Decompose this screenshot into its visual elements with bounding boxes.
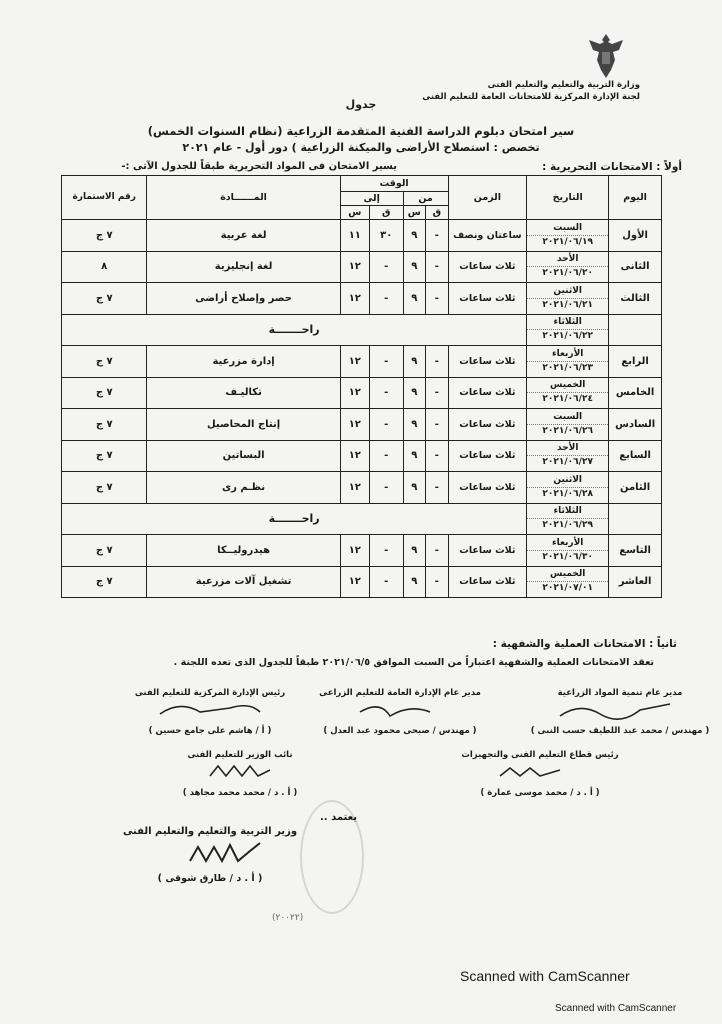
duration-cell: ثلاث ساعات [448, 535, 527, 567]
from-hour-cell: ٩ [403, 566, 425, 598]
subject-cell: البساتين [147, 440, 340, 472]
to-minute-cell: - [369, 251, 403, 283]
signature-title: رئيس الإدارة المركزية للتعليم الفنى [134, 688, 286, 698]
section2-label: ثانياً : الامتحانات العملية والشفهية : [492, 638, 677, 650]
date-cell [527, 566, 609, 598]
to-hour-cell: ١٢ [340, 251, 369, 283]
day-cell: الرابع [609, 346, 662, 378]
to-hour-cell: ١١ [340, 220, 369, 252]
table-row [62, 346, 662, 378]
rest-cell: راحـــــــة [62, 314, 527, 346]
date-value: ٢٠٢١/٠٦/٣٠ [527, 550, 608, 564]
table-row [62, 251, 662, 283]
header-day: اليوم [609, 176, 662, 220]
day-name: الأربعاء [551, 537, 584, 548]
day-name: الاثنين [553, 285, 582, 296]
from-hour-cell: ٩ [403, 409, 425, 441]
minister-title: وزير التربية والتعليم والتعليم الفنى [122, 826, 298, 837]
day-name: الأحد [556, 254, 579, 265]
date-value: ٢٠٢١/٠٦/٢١ [527, 298, 608, 312]
day-cell: الأول [609, 220, 662, 252]
duration-cell: ساعتان ونصف [448, 220, 527, 252]
to-hour-cell: ١٢ [340, 566, 369, 598]
scanner-watermark: Scanned with CamScanner [460, 968, 630, 984]
to-minute-cell: - [369, 472, 403, 504]
table-row [62, 566, 662, 598]
day-name: الخميس [550, 569, 586, 580]
ministry-line2: لجنة الإدارة المركزية للامتحانات العامة للتعليم الفنى [422, 92, 640, 102]
to-minute-cell: - [369, 377, 403, 409]
table-row [62, 377, 662, 409]
signature-block-3 [110, 688, 310, 736]
header-date: التاريخ [527, 176, 609, 220]
header-form: رقم الاستمارة [62, 176, 147, 220]
from-hour-cell: ٩ [403, 251, 425, 283]
section1-text: يسير الامتحان فى المواد التحريرية طبقاً للجدول الآتى :- [121, 161, 397, 172]
from-minute-cell: - [426, 535, 448, 567]
day-cell [609, 314, 662, 346]
table-row [62, 535, 662, 567]
date-value: ٢٠٢١/٠٦/٢٤ [527, 392, 608, 406]
date-cell [527, 346, 609, 378]
duration-cell: ثلاث ساعات [448, 409, 527, 441]
exam-schedule-table [61, 175, 662, 598]
handwritten-signature [110, 698, 310, 722]
form-number-cell: ٧ ج [62, 409, 147, 441]
subject-cell: نظـم رى [147, 472, 340, 504]
form-number-cell: ٧ ج [62, 440, 147, 472]
from-hour-cell: ٩ [403, 440, 425, 472]
doc-title-small: جدول [345, 98, 377, 111]
date-cell [527, 440, 609, 472]
date-value: ٢٠٢١/٠٧/٠١ [527, 581, 608, 595]
day-cell: السادس [609, 409, 662, 441]
to-minute-cell: - [369, 409, 403, 441]
to-minute-cell: - [369, 566, 403, 598]
day-name: الاثنين [553, 474, 582, 485]
to-minute-cell: - [369, 440, 403, 472]
date-cell [527, 535, 609, 567]
form-number-cell: ٧ ج [62, 220, 147, 252]
from-minute-cell: - [426, 409, 448, 441]
date-cell [527, 503, 609, 535]
from-hour-cell: ٩ [403, 283, 425, 315]
date-value: ٢٠٢١/٠٦/٢٢ [527, 329, 608, 343]
day-cell [609, 503, 662, 535]
day-cell: الثانى [609, 251, 662, 283]
signature-block-4 [440, 750, 640, 798]
date-cell [527, 472, 609, 504]
from-hour-cell: ٩ [403, 220, 425, 252]
day-name: الثلاثاء [553, 317, 582, 328]
signature-title: مدير عام الإدارة العامة للتعليم الزراعى [319, 688, 481, 698]
form-number-cell: ٧ ج [62, 535, 147, 567]
duration-cell: ثلاث ساعات [448, 566, 527, 598]
date-cell [527, 409, 609, 441]
to-hour-cell: ١٢ [340, 440, 369, 472]
subject-cell: إنتاج المحاصيل [147, 409, 340, 441]
signature-title: مدير عام تنمية المواد الزراعية [557, 688, 683, 698]
to-hour-cell: ١٢ [340, 346, 369, 378]
day-name: السبت [553, 411, 583, 422]
scanner-watermark-small: Scanned with CamScanner [555, 1003, 677, 1014]
signature-name: ( مهندس / صبحى محمود عبد العدل ) [323, 726, 477, 736]
date-cell [527, 314, 609, 346]
header-to-minute: ق [369, 206, 403, 220]
day-cell: السابع [609, 440, 662, 472]
signature-name: ( مهندس / محمد عبد اللطيف حسب النبى ) [530, 726, 710, 736]
header-to-hour: س [340, 206, 369, 220]
signature-block-5 [140, 750, 340, 798]
to-minute-cell: ٣٠ [369, 220, 403, 252]
from-minute-cell: - [426, 283, 448, 315]
duration-cell: ثلاث ساعات [448, 346, 527, 378]
subject-cell: لغة إنجليزية [147, 251, 340, 283]
section2-note: تعقد الامتحانات العملية والشفهية اعتباراً من السبت الموافق ٢٠٢١/٠٦/٥ طبقاً للجدول الذى تعده اللجنة . [173, 657, 654, 668]
table-row [62, 220, 662, 252]
date-cell [527, 377, 609, 409]
rest-row [62, 503, 662, 535]
header-from: من [403, 192, 448, 206]
subject-cell: حصر وإصلاح أراضى [147, 283, 340, 315]
form-number-cell: ٧ ج [62, 346, 147, 378]
day-cell: الثالث [609, 283, 662, 315]
duration-cell: ثلاث ساعات [448, 283, 527, 315]
approve-label: يعتمد .. [320, 812, 358, 823]
from-hour-cell: ٩ [403, 377, 425, 409]
table-row [62, 440, 662, 472]
header-to: إلى [340, 192, 403, 206]
handwritten-signature [110, 837, 310, 869]
handwritten-signature [140, 760, 340, 784]
table-row [62, 283, 662, 315]
header-time: الوقت [340, 176, 448, 192]
signature-title: نائب الوزير للتعليم الفنى [187, 750, 293, 760]
form-number-cell: ٧ ج [62, 377, 147, 409]
to-hour-cell: ١٢ [340, 535, 369, 567]
day-cell: الخامس [609, 377, 662, 409]
duration-cell: ثلاث ساعات [448, 377, 527, 409]
duration-cell: ثلاث ساعات [448, 472, 527, 504]
header-from-hour: س [403, 206, 425, 220]
date-value: ٢٠٢١/٠٦/٢٧ [527, 455, 608, 469]
rest-row [62, 314, 662, 346]
to-minute-cell: - [369, 346, 403, 378]
from-minute-cell: - [426, 566, 448, 598]
date-value: ٢٠٢١/٠٦/١٩ [527, 235, 608, 249]
date-value: ٢٠٢١/٠٦/٢٠ [527, 266, 608, 280]
rest-cell: راحـــــــة [62, 503, 527, 535]
from-hour-cell: ٩ [403, 346, 425, 378]
handwritten-signature [300, 698, 500, 722]
to-minute-cell: - [369, 535, 403, 567]
date-cell [527, 283, 609, 315]
from-hour-cell: ٩ [403, 472, 425, 504]
subject-cell: تكاليـف [147, 377, 340, 409]
day-name: السبت [553, 222, 583, 233]
signature-name: ( أ . د / محمد موسى عمارة ) [480, 788, 600, 798]
date-value: ٢٠٢١/٠٦/٢٩ [527, 518, 608, 532]
signature-name: ( أ / هاشم على جامع حسين ) [148, 726, 272, 736]
signature-name: ( أ . د / محمد محمد مجاهد ) [182, 788, 298, 798]
from-minute-cell: - [426, 251, 448, 283]
date-value: ٢٠٢١/٠٦/٢٨ [527, 487, 608, 501]
form-number-cell: ٨ [62, 251, 147, 283]
date-value: ٢٠٢١/٠٦/٢٣ [527, 361, 608, 375]
from-minute-cell: - [426, 472, 448, 504]
header-from-minute: ق [426, 206, 448, 220]
day-name: الثلاثاء [553, 506, 582, 517]
table-row [62, 472, 662, 504]
date-cell [527, 251, 609, 283]
day-cell: التاسع [609, 535, 662, 567]
header-subject: المــــــادة [147, 176, 340, 220]
doc-title-main: سير امتحان دبلوم الدراسة الفنية المتقدمة الزراعية (نظام السنوات الخمس) [147, 124, 575, 138]
eagle-emblem-icon [583, 30, 629, 82]
form-number-cell: ٧ ج [62, 283, 147, 315]
subject-cell: هيدروليــكا [147, 535, 340, 567]
duration-cell: ثلاث ساعات [448, 440, 527, 472]
subject-cell: تشغيل آلات مزرعية [147, 566, 340, 598]
to-hour-cell: ١٢ [340, 409, 369, 441]
day-name: الأربعاء [551, 348, 584, 359]
ministry-line1: وزارة التربية والتعليم والتعليم الفنى [487, 80, 640, 90]
handwritten-signature [440, 760, 640, 784]
form-number-cell: ٧ ج [62, 472, 147, 504]
day-cell: العاشر [609, 566, 662, 598]
from-minute-cell: - [426, 377, 448, 409]
from-minute-cell: - [426, 440, 448, 472]
signature-block-1 [520, 688, 720, 736]
signature-block-2 [300, 688, 500, 736]
header-duration: الزمن [448, 176, 527, 220]
form-number-cell: ٧ ج [62, 566, 147, 598]
section1-label: أولاً : الامتحانات التحريرية : [542, 161, 682, 173]
day-name: الخميس [550, 380, 586, 391]
signature-title: رئيس قطاع التعليم الفنى والتجهيزات [461, 750, 619, 760]
minister-block [110, 826, 310, 884]
date-cell [527, 220, 609, 252]
doc-title-sub: تخصص : استصلاح الأراضى والميكنة الزراعية ) دور أول - عام ٢٠٢١ [182, 141, 540, 154]
reference-number: (٢٠٠٢٢) [272, 913, 304, 923]
minister-name: ( أ . د / طارق شوقى ) [157, 873, 263, 884]
date-value: ٢٠٢١/٠٦/٢٦ [527, 424, 608, 438]
table-row [62, 409, 662, 441]
from-minute-cell: - [426, 346, 448, 378]
subject-cell: لغة عربية [147, 220, 340, 252]
day-cell: الثامن [609, 472, 662, 504]
duration-cell: ثلاث ساعات [448, 251, 527, 283]
to-minute-cell: - [369, 283, 403, 315]
from-minute-cell: - [426, 220, 448, 252]
day-name: الأحد [556, 443, 579, 454]
subject-cell: إدارة مزرعية [147, 346, 340, 378]
to-hour-cell: ١٢ [340, 377, 369, 409]
from-hour-cell: ٩ [403, 535, 425, 567]
to-hour-cell: ١٢ [340, 283, 369, 315]
handwritten-signature [520, 698, 720, 722]
to-hour-cell: ١٢ [340, 472, 369, 504]
